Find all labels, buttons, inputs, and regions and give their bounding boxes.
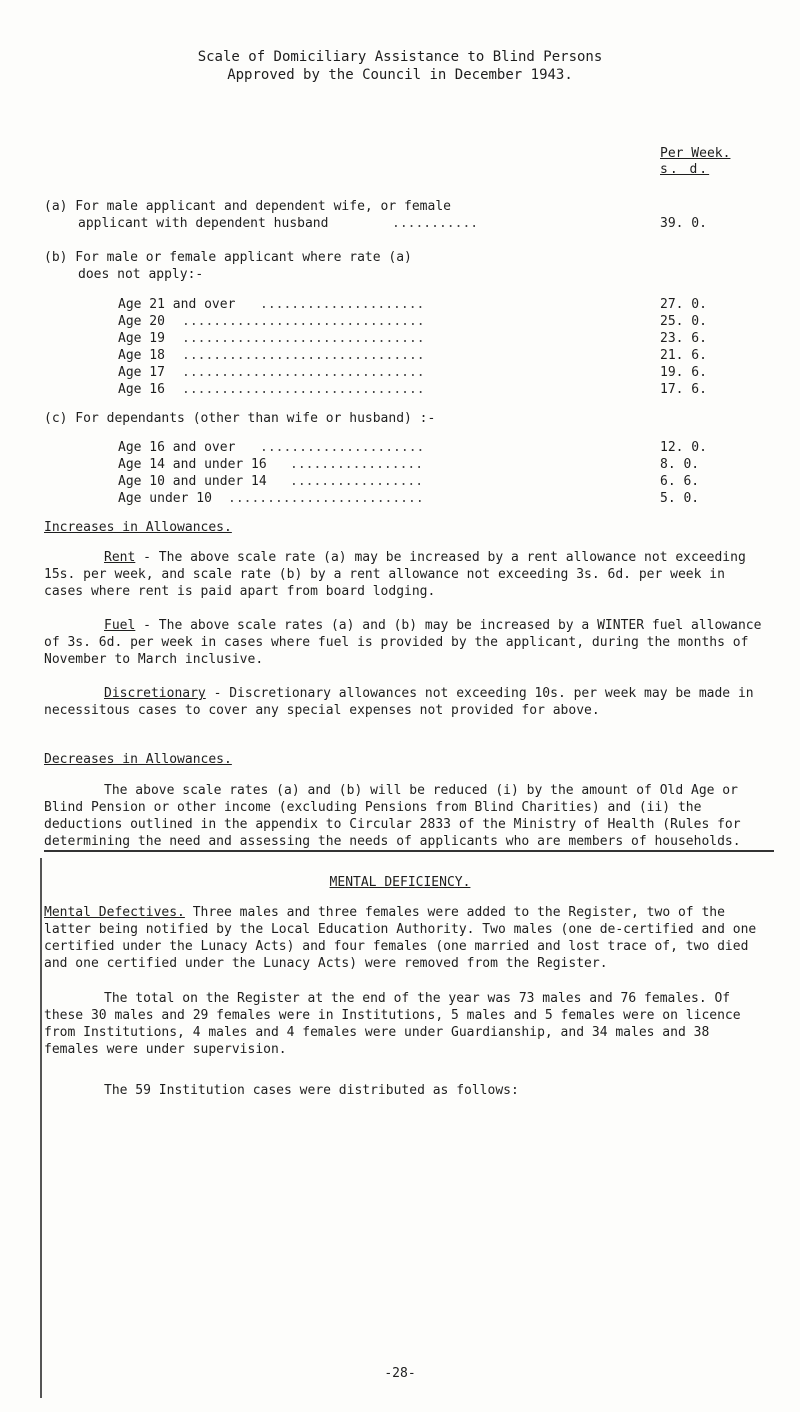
dot-leader: ................. xyxy=(290,474,424,489)
rent-paragraph xyxy=(44,549,764,600)
document-title xyxy=(0,48,800,84)
section-b-line-1: (b) For male or female applicant where rate (a) xyxy=(44,250,412,265)
section-c-row-label: Age 14 and under 16 xyxy=(118,457,267,472)
section-c-row-amount: 6. 6. xyxy=(660,474,700,489)
dot-leader: ..................... xyxy=(260,440,425,455)
section-c-row-label: Age under 10 xyxy=(118,491,212,506)
rent-label: Rent xyxy=(104,550,136,565)
section-c-row-label: Age 16 and over xyxy=(118,440,236,455)
section-c-row-amount: 8. 0. xyxy=(660,457,700,472)
mental-defectives-label: Mental Defectives. xyxy=(44,905,185,920)
dot-leader: ............................... xyxy=(182,365,425,380)
section-c-row-label: Age 10 and under 14 xyxy=(118,474,267,489)
section-b-row-amount: 27. 0. xyxy=(660,297,707,312)
section-a-amount: 39. 0. xyxy=(660,216,707,231)
section-b-row-amount: 17. 6. xyxy=(660,382,707,397)
section-a-line-1: (a) For male applicant and dependent wife, or female xyxy=(44,199,451,214)
section-c-row-amount: 5. 0. xyxy=(660,491,700,506)
section-b-row-label: Age 16 xyxy=(118,382,165,397)
page-number: -28- xyxy=(384,1366,416,1381)
per-week-header xyxy=(660,146,730,178)
section-b-row-label: Age 20 xyxy=(118,314,165,329)
rent-text: - The above scale rate (a) may be increased by a rent allowance not exceeding 15s. per week, and scale rate (b) by a rent allowance not exceeding 3s. 6d. per week in cases where rent is paid apart from board lodging. xyxy=(44,550,746,599)
section-c-row-amount: 12. 0. xyxy=(660,440,707,455)
per-week-label: Per Week. xyxy=(660,146,731,161)
section-divider xyxy=(44,850,774,852)
margin-bar xyxy=(40,858,42,1398)
section-b-row-label: Age 17 xyxy=(118,365,165,380)
section-b-row-amount: 21. 6. xyxy=(660,348,707,363)
mental-paragraph-1 xyxy=(44,904,764,972)
section-b-row-label: Age 19 xyxy=(118,331,165,346)
title-line-2: Approved by the Council in December 1943. xyxy=(227,67,573,83)
dot-leader: ............................... xyxy=(182,314,425,329)
section-b-row-label: Age 18 xyxy=(118,348,165,363)
discretionary-text: - Discretionary allowances not exceeding 10s. per week may be made in necessitous cases to cover any special expenses not provided for above. xyxy=(44,686,754,718)
section-b-row-amount: 23. 6. xyxy=(660,331,707,346)
dot-leader: ............................... xyxy=(182,348,425,363)
per-week-units: s. d. xyxy=(660,162,710,177)
dot-leader: ................. xyxy=(290,457,424,472)
dot-leader: ........... xyxy=(392,216,479,231)
decreases-heading: Decreases in Allowances. xyxy=(44,752,232,767)
increases-heading: Increases in Allowances. xyxy=(44,520,232,535)
section-b-row-label: Age 21 and over xyxy=(118,297,236,312)
section-b-row-amount: 19. 6. xyxy=(660,365,707,380)
fuel-label: Fuel xyxy=(104,618,136,633)
title-line-1: Scale of Domiciliary Assistance to Blind Persons xyxy=(197,49,603,65)
dot-leader: ......................... xyxy=(228,491,424,506)
mental-deficiency-title: MENTAL DEFICIENCY. xyxy=(329,875,471,890)
fuel-text: - The above scale rates (a) and (b) may be increased by a WINTER fuel allowance of 3s. 6d. per week in cases where fuel is provided by the applicant, during the months of November to March inclusive. xyxy=(44,618,762,667)
mental-paragraph-1-text: Three males and three females were added to the Register, two of the latter being notified by the Local Education Authority. Two males (one de-certified and one certified under the Lunacy Acts) and four females (one married and lost trace of, two died and one certified under the Lunacy Acts) were removed from the Register. xyxy=(44,905,757,971)
section-b-line-2: does not apply:- xyxy=(78,267,204,282)
discretionary-label: Discretionary xyxy=(104,686,206,701)
dot-leader: ............................... xyxy=(182,331,425,346)
section-b-row-amount: 25. 0. xyxy=(660,314,707,329)
mental-paragraph-2: The total on the Register at the end of the year was 73 males and 76 females. Of these 30 males and 29 females were in Institutions, 5 males and 5 females were on licence from Institutions, 4 males and 4 females were under Guardianship, and 34 males and 38 females were under supervision. xyxy=(44,991,741,1057)
dot-leader: ............................... xyxy=(182,382,425,397)
decreases-paragraph: The above scale rates (a) and (b) will be reduced (i) by the amount of Old Age or Blind Pension or other income (excluding Pensions from Blind Charities) and (ii) the deductions outlined in the appendix to Circular 2833 of the Ministry of Health (Rules for determining the need and assessing the needs of applicants who are members of households. xyxy=(44,783,741,849)
section-a-line-2: applicant with dependent husband xyxy=(78,216,329,231)
section-c-label: (c) For dependants (other than wife or husband) :- xyxy=(44,411,436,426)
dot-leader: ..................... xyxy=(260,297,425,312)
discretionary-paragraph xyxy=(44,685,764,719)
fuel-paragraph xyxy=(44,617,764,668)
mental-paragraph-3: The 59 Institution cases were distributed as follows: xyxy=(104,1083,519,1098)
